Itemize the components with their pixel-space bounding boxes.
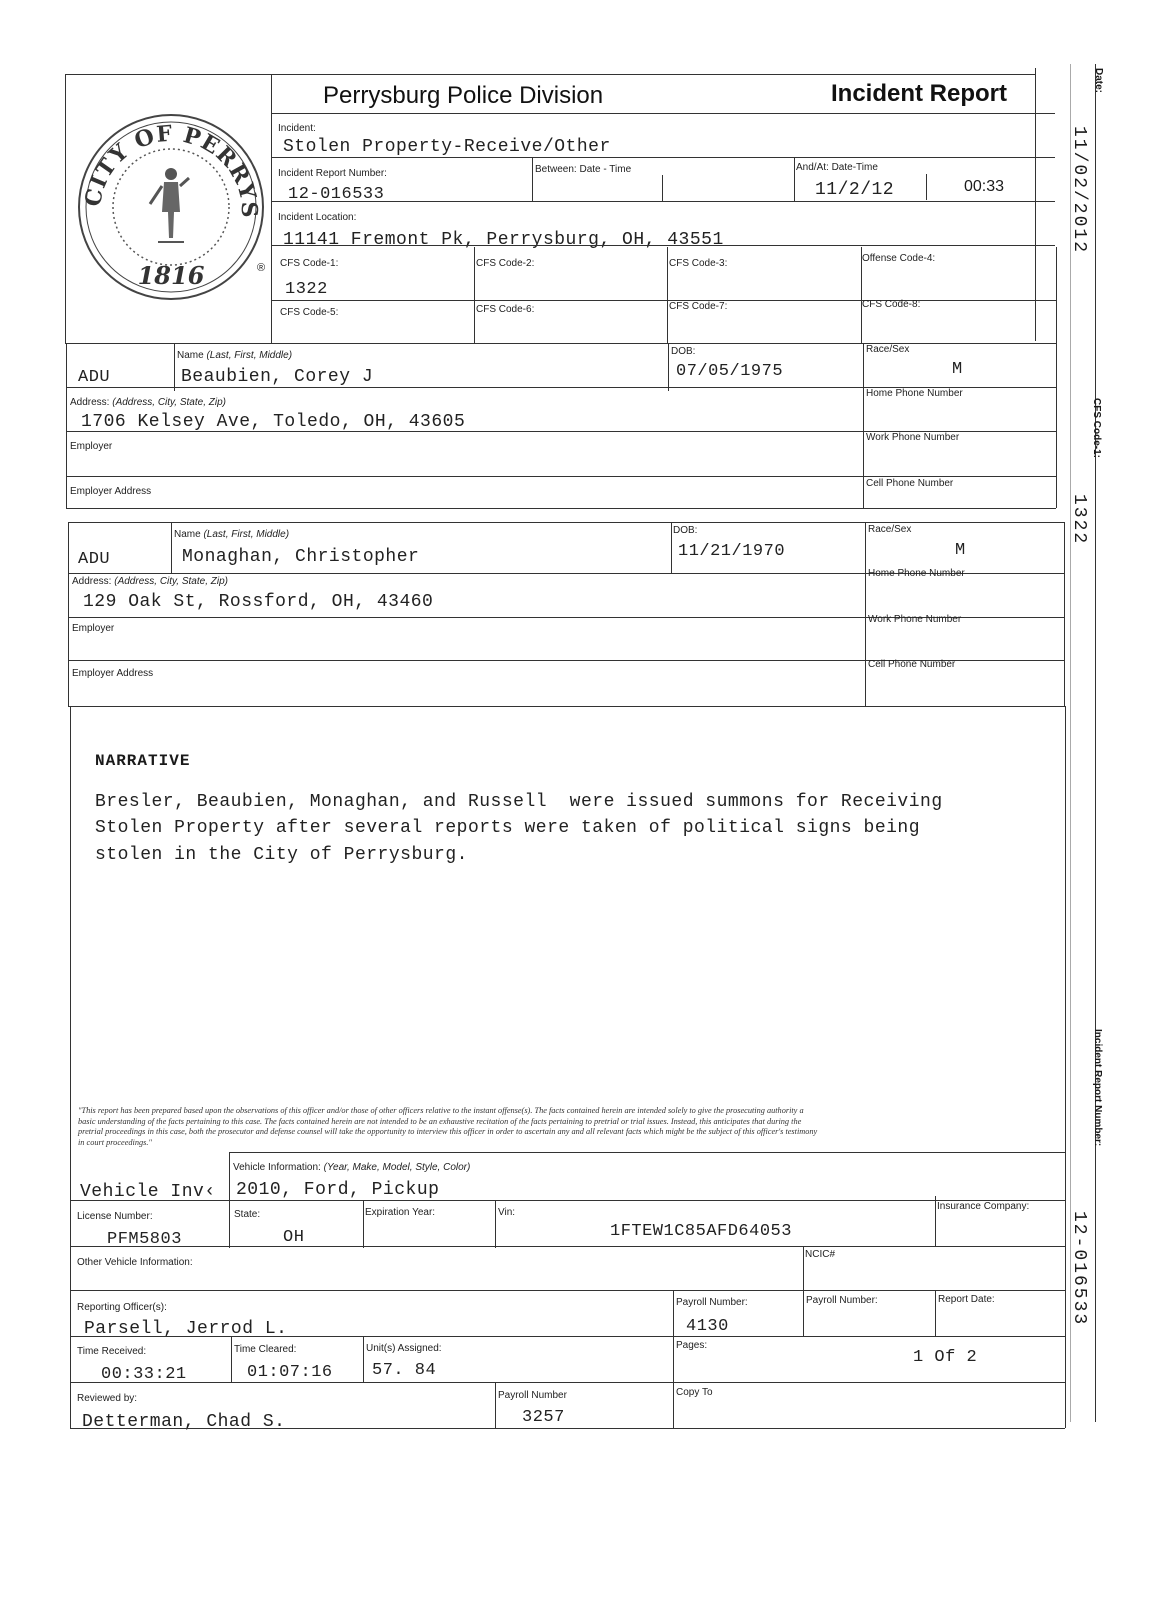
vehicle-info-value: 2010, Ford, Pickup (236, 1180, 440, 1200)
person-1-cell-phone-label: Cell Phone Number (866, 478, 954, 489)
vehicle-role: Vehicle Inv‹ (80, 1182, 216, 1202)
report-number-label: Incident Report Number: (278, 168, 387, 179)
person-1-dob-label: DOB: (671, 346, 696, 357)
frame-left (65, 74, 66, 343)
offense-code-4-label: Offense Code-4: (862, 253, 936, 264)
registered-mark: ® (257, 262, 266, 274)
disclaimer-line-3: pretrial proceedings in this case, both the prosecutor and defense counsel will take the opportunity to interview this officer in order to ascertain any and all relevant facts which might be the subject of this officer's testimony (78, 1127, 818, 1136)
cfs-code-8-label: CFS Code-8: (862, 299, 921, 310)
disclaimer-line-4: in court proceedings." (78, 1137, 152, 1147)
disclaimer-line-2: basic understanding of the facts pertaining to this case. The facts contained herein are not intended to be an exhaustive recitation of the facts pertaining to pretrial or trial issues. Instead, this anticipates that during the (78, 1116, 802, 1126)
person-1-type: ADU (78, 368, 111, 387)
payroll-number-2-label: Payroll Number: (806, 1295, 878, 1306)
pages-label: Pages: (676, 1340, 708, 1351)
location-label: Incident Location: (278, 212, 357, 223)
reporting-officer-label: Reporting Officer(s): (77, 1302, 167, 1313)
person-2-type: ADU (78, 550, 111, 569)
person-2-name: Monaghan, Christopher (182, 547, 420, 567)
location-value: 11141 Fremont Pk, Perrysburg, OH, 43551 (283, 230, 724, 250)
sidebar-report-number-label: Incident Report Number: (1092, 1029, 1103, 1147)
narrative-line-3: stolen in the City of Perrysburg. (95, 845, 468, 865)
person-2-employer-label: Employer (72, 623, 115, 634)
report-date-label: Report Date: (938, 1294, 995, 1305)
ncic-label: NCIC# (805, 1249, 836, 1260)
reporting-officer-value: Parsell, Jerrod L. (84, 1319, 288, 1339)
payroll-number-value: 4130 (686, 1317, 729, 1336)
cfs-code-1-value: 1322 (285, 280, 328, 299)
vehicle-info-label: Vehicle Information: (Year, Make, Model, Style, Color) (233, 1162, 471, 1173)
person-1-race-sex: M (952, 360, 963, 379)
person-2-address: 129 Oak St, Rossford, OH, 43460 (83, 592, 434, 612)
and-at-date: 11/2/12 (815, 180, 895, 200)
sidebar-date-label: Date: (1093, 68, 1104, 94)
person-1-address: 1706 Kelsey Ave, Toledo, OH, 43605 (81, 412, 466, 432)
and-at-time: 00:33 (964, 178, 1005, 195)
time-received-label: Time Received: (77, 1346, 147, 1357)
units-assigned-value: 57. 84 (372, 1361, 437, 1380)
person-2-race-sex-label: Race/Sex (868, 524, 912, 535)
narrative-line-1: Bresler, Beaubien, Monaghan, and Russell were issued summons for Receiving (95, 792, 943, 812)
vin-value: 1FTEW1C85AFD64053 (610, 1222, 792, 1241)
cfs-code-5-label: CFS Code-5: (280, 307, 339, 318)
person-1-address-label: Address: (Address, City, State, Zip) (70, 397, 226, 408)
sidebar-report-number-value: 12-016533 (1069, 1211, 1089, 1327)
between-label: Between: Date - Time (535, 164, 632, 175)
cfs-code-7-label: CFS Code-7: (669, 301, 728, 312)
insurance-label: Insurance Company: (937, 1201, 1030, 1212)
sidebar-date-value: 11/02/2012 (1069, 126, 1089, 255)
vin-label: Vin: (498, 1207, 516, 1218)
person-1-name: Beaubien, Corey J (181, 367, 374, 387)
cfs-code-3-label: CFS Code-3: (669, 258, 728, 269)
disclaimer-line-1: "This report has been prepared based upon the observations of this officer and/or those of other officers relative to the instant offense(s). The facts contained herein are intended solely to give the prosecuting authority a (78, 1106, 804, 1115)
report-number-value: 12-016533 (288, 185, 385, 204)
person-1-name-label: Name (Last, First, Middle) (177, 350, 293, 361)
person-2-home-phone-label: Home Phone Number (868, 568, 965, 579)
report-type-title: Incident Report (831, 80, 1008, 107)
sidebar-cfs-label: CFS Code-1: (1091, 398, 1102, 458)
person-2-name-label: Name (Last, First, Middle) (174, 529, 290, 540)
city-seal-logo (76, 112, 266, 307)
sidebar-right (1095, 64, 1096, 1422)
person-2-employer-address-label: Employer Address (72, 668, 154, 679)
reviewer-payroll-value: 3257 (522, 1408, 565, 1427)
license-label: License Number: (77, 1211, 153, 1222)
person-1-home-phone-label: Home Phone Number (866, 388, 963, 399)
person-1-employer-address-label: Employer Address (70, 486, 152, 497)
narrative-line-2: Stolen Property after several reports were taken of political signs being (95, 818, 921, 838)
reviewed-by-value: Detterman, Chad S. (82, 1412, 286, 1432)
person-2-dob: 11/21/1970 (678, 542, 786, 561)
disclaimer (78, 1106, 1063, 1148)
payroll-number-label: Payroll Number: (676, 1297, 748, 1308)
cfs-code-6-label: CFS Code-6: (476, 304, 535, 315)
frame-top (65, 74, 1036, 75)
time-cleared-label: Time Cleared: (234, 1344, 297, 1355)
person-1-employer-label: Employer (70, 441, 113, 452)
person-1-work-phone-label: Work Phone Number (866, 432, 960, 443)
cfs-code-1-label: CFS Code-1: (280, 258, 339, 269)
seal-year: 1816 (137, 261, 205, 290)
and-at-label: And/At: Date-Time (796, 162, 878, 173)
cfs-code-2-label: CFS Code-2: (476, 258, 535, 269)
header-divider (271, 74, 272, 343)
other-vehicle-info-label: Other Vehicle Information: (77, 1257, 193, 1268)
incident-label: Incident: (278, 123, 316, 134)
person-2-address-label: Address: (Address, City, State, Zip) (72, 576, 228, 587)
state-value: OH (283, 1228, 305, 1247)
department-title: Perrysburg Police Division (323, 82, 604, 109)
copy-to-label: Copy To (676, 1387, 713, 1398)
reviewer-payroll-label: Payroll Number (498, 1390, 567, 1401)
person-2-work-phone-label: Work Phone Number (868, 614, 962, 625)
reviewed-by-label: Reviewed by: (77, 1393, 138, 1404)
narrative-heading: NARRATIVE (95, 752, 191, 770)
person-1-dob: 07/05/1975 (676, 362, 784, 381)
incident-value: Stolen Property-Receive/Other (283, 137, 611, 157)
state-label: State: (234, 1209, 261, 1220)
time-cleared-value: 01:07:16 (247, 1363, 333, 1382)
units-assigned-label: Unit(s) Assigned: (366, 1343, 442, 1354)
person-2-cell-phone-label: Cell Phone Number (868, 659, 956, 670)
person-2-race-sex: M (955, 541, 966, 560)
seal-text: CITY OF PERRYS (79, 120, 263, 219)
pages-value: 1 Of 2 (913, 1348, 978, 1367)
sidebar-cfs-value: 1322 (1069, 494, 1089, 546)
person-1-race-sex-label: Race/Sex (866, 344, 910, 355)
expiration-label: Expiration Year: (365, 1207, 436, 1218)
person-2-dob-label: DOB: (673, 525, 698, 536)
license-value: PFM5803 (107, 1230, 182, 1249)
time-received-value: 00:33:21 (101, 1365, 187, 1384)
